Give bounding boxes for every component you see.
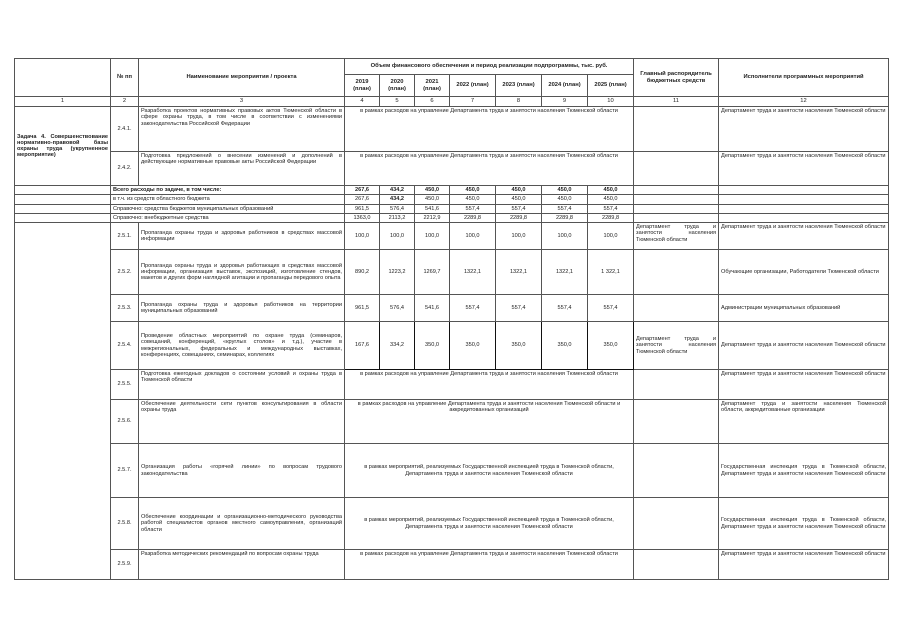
task-blank <box>15 223 111 580</box>
totals-label: в т.ч. из средств областного бюджета <box>111 195 345 204</box>
header-year: 2024 (план) <box>542 75 588 97</box>
totals-value: 450,0 <box>542 195 588 204</box>
column-number: 4 <box>345 97 380 107</box>
row-manager: Департамент труда и занятости населения Тюменской области <box>634 223 719 250</box>
row-manager <box>634 550 719 580</box>
totals-value: 434,2 <box>380 186 415 195</box>
row-number: 2.5.6. <box>111 400 139 444</box>
row-manager <box>634 400 719 444</box>
row-manager <box>634 250 719 295</box>
totals-value: 961,5 <box>345 204 380 213</box>
column-number: 6 <box>415 97 450 107</box>
totals-value: 557,4 <box>588 204 634 213</box>
totals-value: 450,0 <box>415 195 450 204</box>
row-value: 100,0 <box>380 223 415 250</box>
row-executor: Департамент труда и занятости населения Тюменской области <box>719 322 889 370</box>
totals-value: 450,0 <box>496 186 542 195</box>
totals-value: 450,0 <box>588 186 634 195</box>
row-number: 2.4.2. <box>111 152 139 186</box>
totals-blank <box>634 213 719 222</box>
task-label: Задача 4. Совершенствование нормативно-правовой базы охраны труда (укрупненное мероприятие) <box>15 107 111 186</box>
row-value: 100,0 <box>415 223 450 250</box>
row-executor: Департамент труда и занятости населения Тюменской области <box>719 107 889 152</box>
row-manager <box>634 107 719 152</box>
table-row <box>15 107 889 152</box>
totals-label: Справочно: внебюджетные средства <box>111 213 345 222</box>
row-number: 2.5.9. <box>111 550 139 580</box>
header-name: Наименование мероприятия / проекта <box>139 59 345 97</box>
row-manager: Департамент труда и занятости населения Тюменской области <box>634 322 719 370</box>
totals-blank <box>719 186 889 195</box>
totals-value: 450,0 <box>415 186 450 195</box>
column-numbers-row <box>15 97 889 107</box>
row-finance-note: в рамках расходов на управление Департамента труда и занятости населения Тюменской области и аккредитованных организаций <box>345 400 634 444</box>
row-value: 350,0 <box>496 322 542 370</box>
row-number: 2.5.4. <box>111 322 139 370</box>
totals-value: 557,4 <box>542 204 588 213</box>
header-year: 2019 (план) <box>345 75 380 97</box>
totals-row <box>15 186 889 195</box>
row-value: 557,4 <box>588 295 634 322</box>
row-value: 100,0 <box>345 223 380 250</box>
header-year: 2023 (план) <box>496 75 542 97</box>
totals-value: 576,4 <box>380 204 415 213</box>
row-manager <box>634 295 719 322</box>
row-executor: Государственная инспекция труда в Тюменской области, Департамент труда и занятости населения Тюменской области <box>719 444 889 498</box>
totals-value: 450,0 <box>542 186 588 195</box>
totals-value: 2113,2 <box>380 213 415 222</box>
row-name: Пропаганда охраны труда и здоровья работающих в средствах массовой информации, организация выставок, экспозиций, изготовление стендов, макетов и других форм наглядной агитации и пропаганды передового опыта <box>139 250 345 295</box>
column-number: 11 <box>634 97 719 107</box>
row-manager <box>634 370 719 400</box>
table-row <box>15 370 889 400</box>
column-number: 7 <box>450 97 496 107</box>
row-finance-note: в рамках мероприятий, реализуемых Государственной инспекцией труда в Тюменской области, Департамента труда и занятости населения Тюменской области <box>345 498 634 550</box>
totals-blank <box>719 213 889 222</box>
row-name: Обеспечение деятельности сети пунктов консультирования в области охраны труда <box>139 400 345 444</box>
row-value: 557,4 <box>542 295 588 322</box>
totals-blank <box>634 186 719 195</box>
program-table <box>14 58 889 580</box>
totals-value: 1363,0 <box>345 213 380 222</box>
column-number: 5 <box>380 97 415 107</box>
row-manager <box>634 498 719 550</box>
row-number: 2.5.8. <box>111 498 139 550</box>
row-name: Пропаганда охраны труда и здоровья работников на территории муниципальных образований <box>139 295 345 322</box>
row-value: 541,6 <box>415 295 450 322</box>
totals-value: 557,4 <box>450 204 496 213</box>
row-value: 1223,2 <box>380 250 415 295</box>
row-executor: Администрации муниципальных образований <box>719 295 889 322</box>
row-value: 890,2 <box>345 250 380 295</box>
totals-blank <box>15 195 111 204</box>
table-row <box>15 152 889 186</box>
row-value: 167,6 <box>345 322 380 370</box>
row-value: 100,0 <box>588 223 634 250</box>
row-name: Проведение областных мероприятий по охране труда (семинаров, совещаний, конференций, «круглых столов» и т.д.), участие в межрегиональных, федеральных и международных выставках, конференциях, совещаниях, семинарах, коллегиях <box>139 322 345 370</box>
row-executor: Департамент труда и занятости населения Тюменской области <box>719 370 889 400</box>
row-executor: Департамент труда и занятости населения Тюменской области, аккредитованные организации <box>719 400 889 444</box>
column-number: 12 <box>719 97 889 107</box>
header-year: 2022 (план) <box>450 75 496 97</box>
row-executor: Государственная инспекция труда в Тюменской области, Департамент труда и занятости населения Тюменской области <box>719 498 889 550</box>
table-row <box>15 498 889 550</box>
totals-blank <box>15 204 111 213</box>
row-value: 1322,1 <box>542 250 588 295</box>
table-row <box>15 550 889 580</box>
header-finance-group: Объем финансового обеспечения и период реализации подпрограммы, тыс. руб. <box>345 59 634 75</box>
row-number: 2.5.3. <box>111 295 139 322</box>
row-value: 100,0 <box>542 223 588 250</box>
row-name: Подготовка ежегодных докладов о состоянии условий и охраны труда в Тюменской области <box>139 370 345 400</box>
table-row <box>15 444 889 498</box>
header-year: 2025 (план) <box>588 75 634 97</box>
column-number: 9 <box>542 97 588 107</box>
row-number: 2.4.1. <box>111 107 139 152</box>
row-value: 1322,1 <box>496 250 542 295</box>
row-name: Организация работы «горячей линии» по вопросам трудового законодательства <box>139 444 345 498</box>
row-finance-note: в рамках расходов на управление Департамента труда и занятости населения Тюменской области <box>345 370 634 400</box>
totals-value: 2289,8 <box>450 213 496 222</box>
row-value: 350,0 <box>450 322 496 370</box>
row-value: 576,4 <box>380 295 415 322</box>
row-value: 100,0 <box>450 223 496 250</box>
row-name: Подготовка предложений о внесении изменений и дополнений в действующие нормативные правовые акты Российской Федерации <box>139 152 345 186</box>
column-number: 10 <box>588 97 634 107</box>
row-manager <box>634 444 719 498</box>
row-value: 350,0 <box>415 322 450 370</box>
table-row <box>15 250 889 295</box>
totals-row <box>15 213 889 222</box>
totals-value: 2212,9 <box>415 213 450 222</box>
header-blank <box>15 59 111 97</box>
row-value: 961,5 <box>345 295 380 322</box>
totals-value: 2289,8 <box>542 213 588 222</box>
column-number: 3 <box>139 97 345 107</box>
totals-value: 450,0 <box>588 195 634 204</box>
totals-value: 450,0 <box>496 195 542 204</box>
table-row <box>15 223 889 250</box>
header-manager: Главный распорядитель бюджетных средств <box>634 59 719 97</box>
totals-value: 541,6 <box>415 204 450 213</box>
row-executor: Департамент труда и занятости населения Тюменской области <box>719 152 889 186</box>
row-finance-note: в рамках мероприятий, реализуемых Государственной инспекцией труда в Тюменской области, Департамента труда и занятости населения Тюменской области <box>345 444 634 498</box>
header-year: 2021 (план) <box>415 75 450 97</box>
totals-blank <box>719 195 889 204</box>
row-value: 1 322,1 <box>588 250 634 295</box>
row-executor: Департамент труда и занятости населения Тюменской области <box>719 223 889 250</box>
row-manager <box>634 152 719 186</box>
row-value: 350,0 <box>542 322 588 370</box>
totals-label: Всего расходы по задаче, в том числе: <box>111 186 345 195</box>
row-name: Пропаганда охраны труда и здоровья работников в средствах массовой информации <box>139 223 345 250</box>
column-number: 8 <box>496 97 542 107</box>
row-number: 2.5.5. <box>111 370 139 400</box>
header-year: 2020 (план) <box>380 75 415 97</box>
totals-value: 450,0 <box>450 186 496 195</box>
row-executor: Департамент труда и занятости населения Тюменской области <box>719 550 889 580</box>
table-row <box>15 322 889 370</box>
row-value: 1269,7 <box>415 250 450 295</box>
row-executor: Обучающие организации, Работодатели Тюменской области <box>719 250 889 295</box>
row-value: 334,2 <box>380 322 415 370</box>
row-number: 2.5.2. <box>111 250 139 295</box>
row-finance-note: в рамках расходов на управление Департамента труда и занятости населения Тюменской области <box>345 152 634 186</box>
totals-blank <box>15 213 111 222</box>
row-name: Разработка методических рекомендаций по вопросам охраны труда <box>139 550 345 580</box>
totals-value: 557,4 <box>496 204 542 213</box>
row-value: 557,4 <box>496 295 542 322</box>
totals-blank <box>634 195 719 204</box>
document-page <box>14 58 888 580</box>
totals-blank <box>719 204 889 213</box>
totals-value: 2289,8 <box>588 213 634 222</box>
row-value: 557,4 <box>450 295 496 322</box>
row-value: 350,0 <box>588 322 634 370</box>
header-np: № пп <box>111 59 139 97</box>
row-number: 2.5.1. <box>111 223 139 250</box>
row-value: 100,0 <box>496 223 542 250</box>
header-executors: Исполнители программных мероприятий <box>719 59 889 97</box>
totals-value: 450,0 <box>450 195 496 204</box>
table-row <box>15 295 889 322</box>
table-row <box>15 400 889 444</box>
totals-value: 434,2 <box>380 195 415 204</box>
row-value: 1322,1 <box>450 250 496 295</box>
totals-value: 2289,8 <box>496 213 542 222</box>
totals-blank <box>634 204 719 213</box>
totals-value: 267,6 <box>345 186 380 195</box>
totals-label: Справочно: средства бюджетов муниципальных образований <box>111 204 345 213</box>
row-name: Обеспечение координации и организационно-методического руководства работой специалистов органов местного самоуправления, организаций области <box>139 498 345 550</box>
totals-value: 267,6 <box>345 195 380 204</box>
column-number: 1 <box>15 97 111 107</box>
totals-row <box>15 204 889 213</box>
row-number: 2.5.7. <box>111 444 139 498</box>
row-name: Разработка проектов нормативных правовых актов Тюменской области в сфере охраны труда, в том числе в соответствии с изменениями законодательства Российской Федерации <box>139 107 345 152</box>
row-finance-note: в рамках расходов на управление Департамента труда и занятости населения Тюменской области <box>345 550 634 580</box>
row-finance-note: в рамках расходов на управление Департамента труда и занятости населения Тюменской области <box>345 107 634 152</box>
totals-blank <box>15 186 111 195</box>
column-number: 2 <box>111 97 139 107</box>
totals-row <box>15 195 889 204</box>
